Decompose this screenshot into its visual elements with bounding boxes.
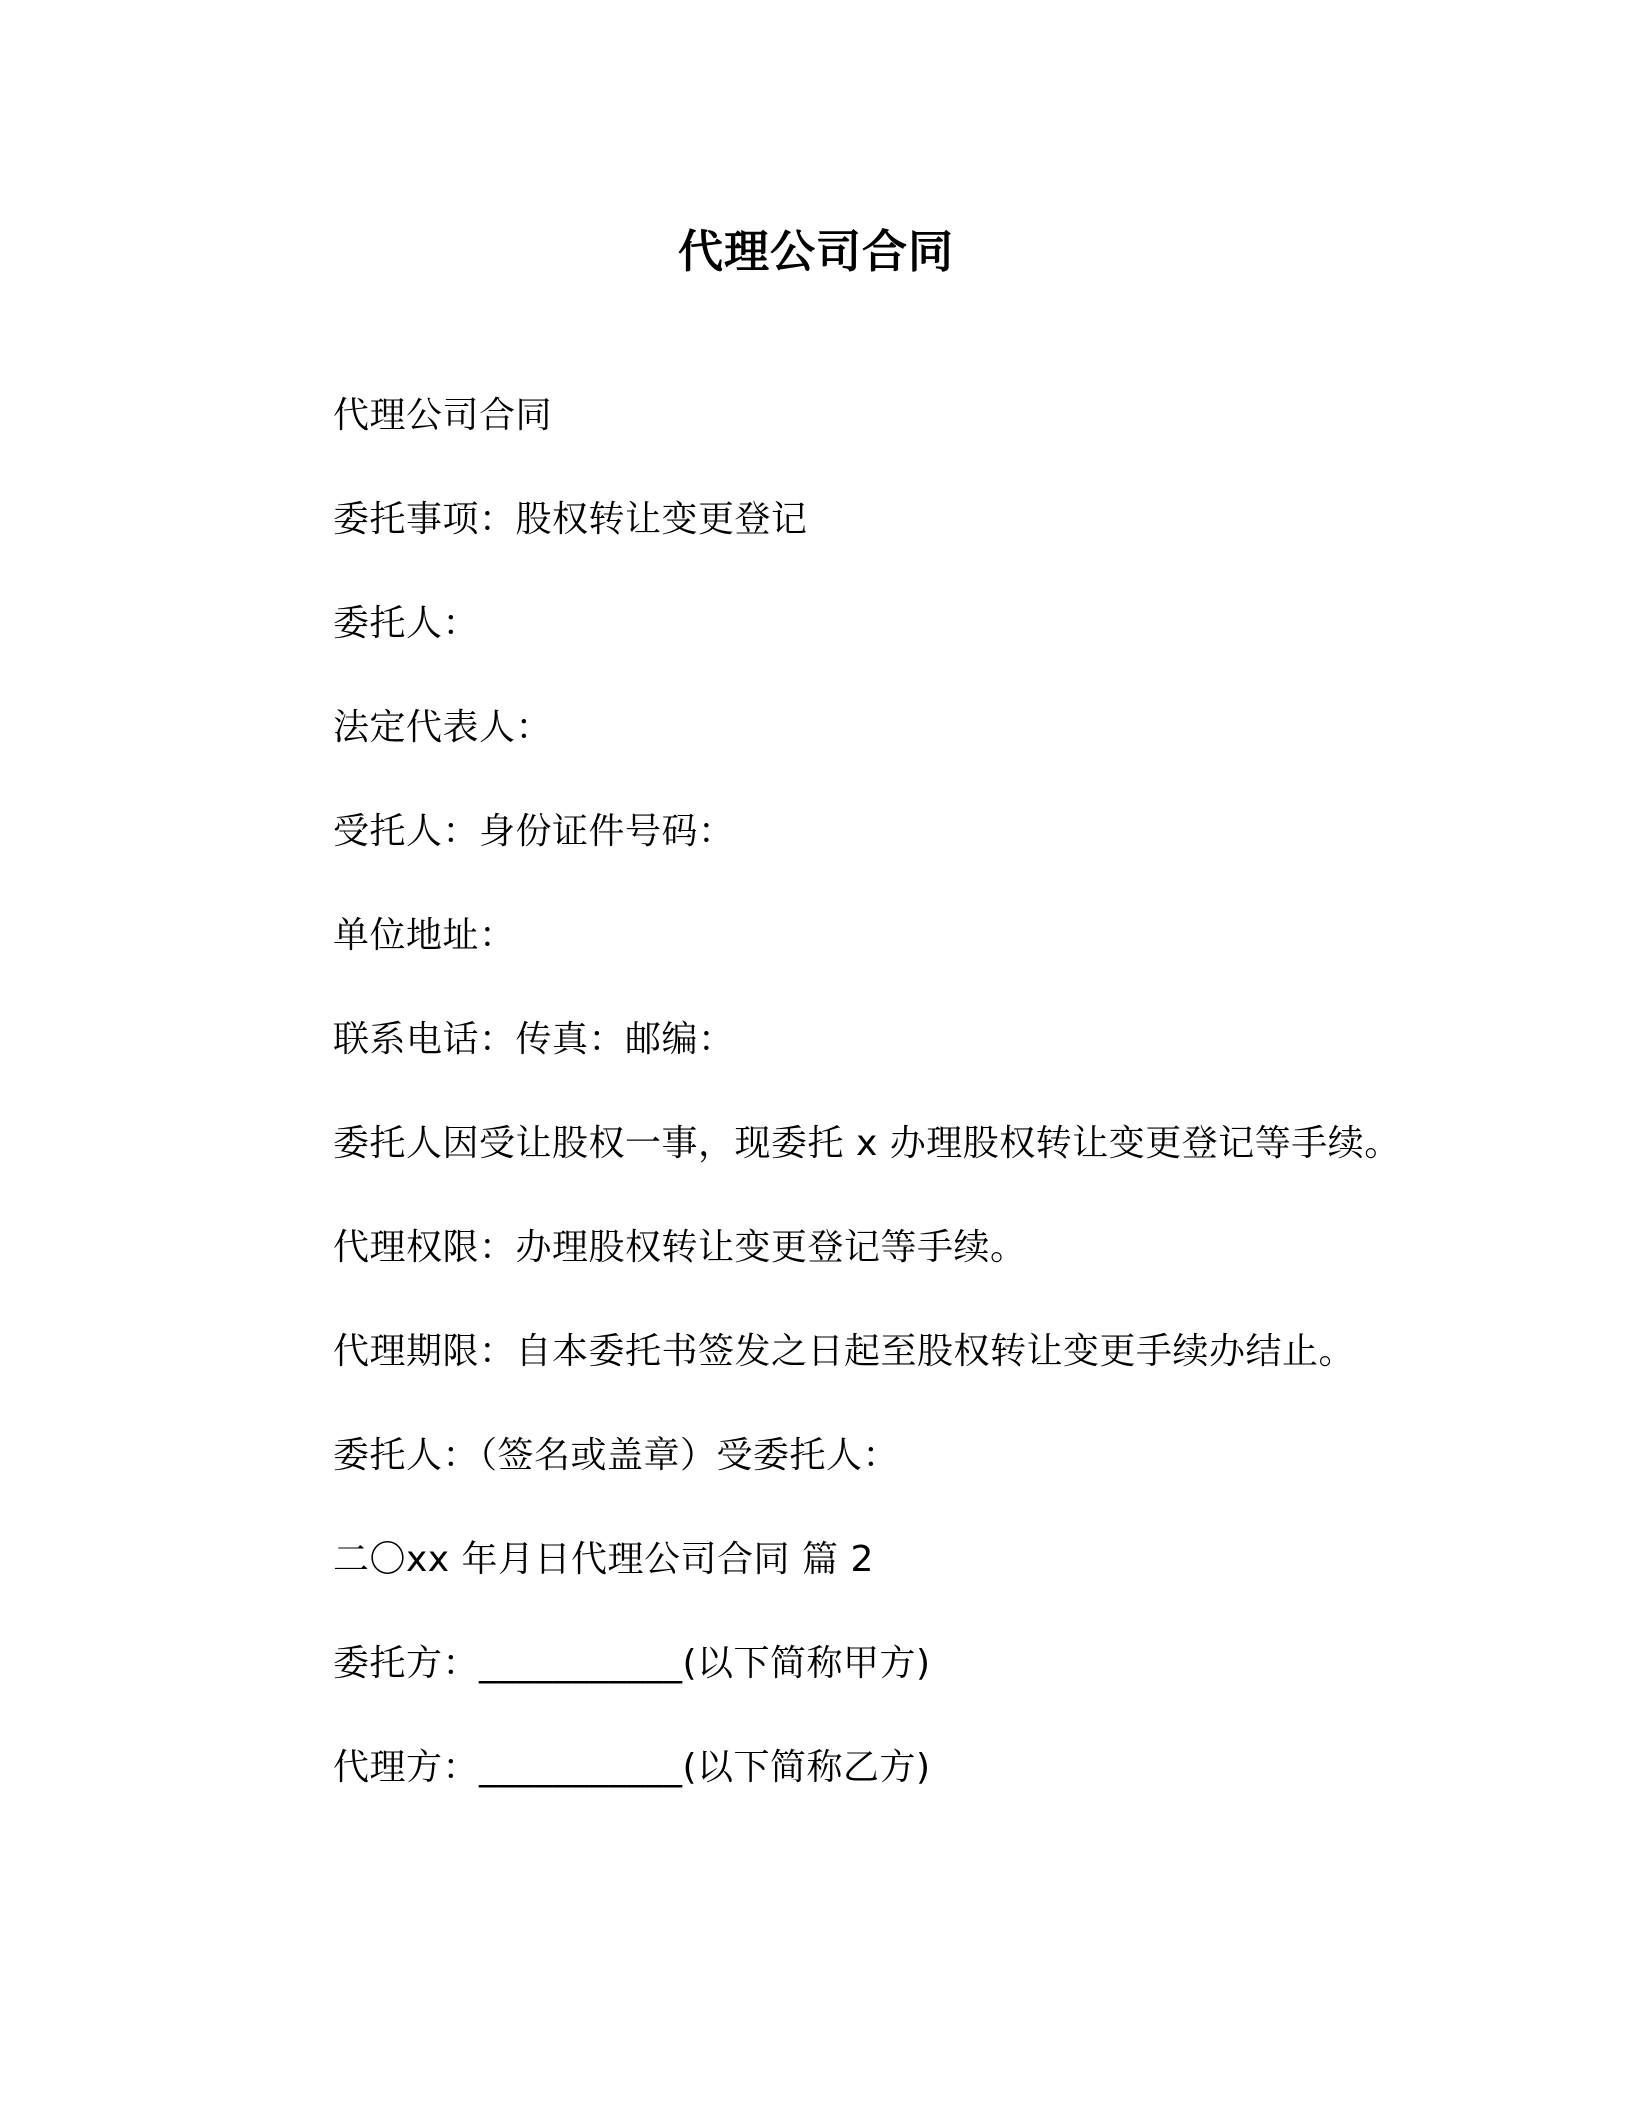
document-body	[333, 392, 1483, 1848]
paragraph-signatures: 委托人：（签名或盖章）受委托人：	[333, 1435, 900, 1476]
paragraph-entrusted-matter: 委托事项：股权转让变更登记	[333, 499, 808, 540]
paragraph-party-b: 代理方：___________(以下简称乙方)	[333, 1747, 931, 1788]
paragraph-legal-representative: 法定代表人：	[333, 707, 553, 748]
paragraph-date-section2: 二〇xx 年月日代理公司合同 篇 2	[333, 1539, 874, 1580]
paragraph-heading: 代理公司合同	[333, 395, 553, 436]
paragraph-address: 单位地址：	[333, 915, 516, 956]
document-title: 代理公司合同	[677, 225, 954, 278]
paragraph-agent-id: 受托人：身份证件号码：	[333, 811, 735, 852]
paragraph-entrustment: 委托人因受让股权一事，现委托 x 办理股权转让变更登记等手续。	[333, 1123, 1401, 1164]
paragraph-party-a: 委托方：___________(以下简称甲方)	[333, 1643, 931, 1684]
paragraph-authority: 代理权限：办理股权转让变更登记等手续。	[333, 1227, 1027, 1268]
paragraph-contact: 联系电话：传真：邮编：	[333, 1019, 735, 1060]
paragraph-term: 代理期限：自本委托书签发之日起至股权转让变更手续办结止。	[333, 1331, 1356, 1372]
paragraph-principal: 委托人：	[333, 603, 480, 644]
